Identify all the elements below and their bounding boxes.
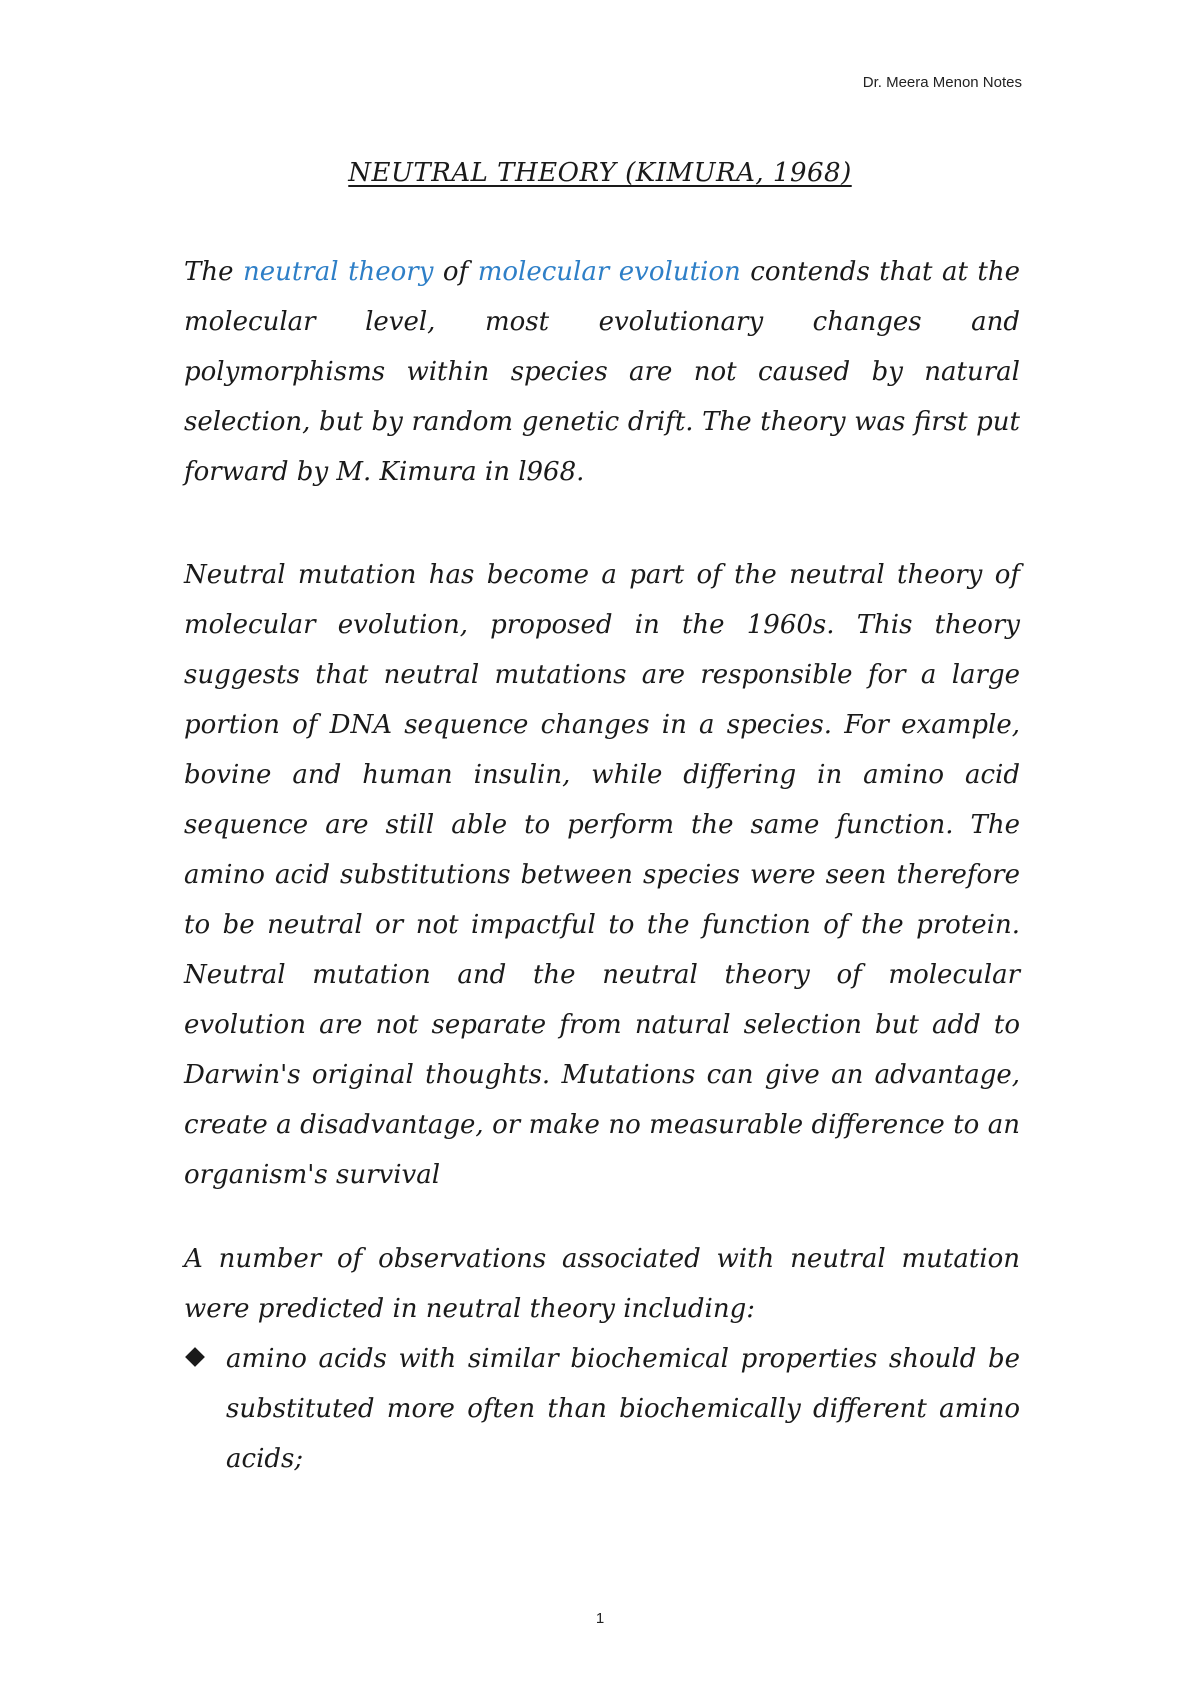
observations-list <box>184 1334 1020 1484</box>
paragraph-intro-rest: contends that at the molecular level, most evolutionary changes and polymorphisms within species are not caused by natural selection, but by random genetic drift. The theory was first put forward by M. Kimura in l968. <box>184 257 1020 487</box>
list-item <box>184 1334 1020 1484</box>
paragraph-intro-mid: of <box>433 257 478 287</box>
list-item-text: amino acids with similar biochemical properties should be substituted more often than biochemically different amino acids; <box>226 1344 1020 1474</box>
diamond-bullet-icon <box>185 1347 205 1367</box>
neutral-theory-link[interactable]: neutral theory <box>242 257 434 287</box>
paragraph-intro-lead: The <box>184 257 243 287</box>
header-note: Dr. Meera Menon Notes <box>862 74 1022 91</box>
page-number: 1 <box>595 1610 605 1627</box>
paragraph-neutral-mutation: Neutral mutation has become a part of the neutral theory of molecular evolution, proposed in the 1960s. This theory suggests that neutral mutations are responsible for a large portion of DNA sequence changes in a species. For example, bovine and human insulin, while differing in amino acid sequence are still able to perform the same function. The amino acid substitutions between species were seen therefore to be neutral or not impactful to the function of the protein. Neutral mutation and the neutral theory of molecular evolution are not separate from natural selection but add to Darwin's original thoughts. Mutations can give an advantage, create a disadvantage, or make no measurable difference to an organism's survival <box>184 560 1020 1190</box>
paragraph-intro <box>184 247 1020 497</box>
molecular-evolution-link[interactable]: molecular evolution <box>477 257 741 287</box>
page-title: NEUTRAL THEORY (KIMURA, 1968) <box>348 158 852 188</box>
paragraph-observations: A number of observations associated with neutral mutation were predicted in neutral theory including: <box>184 1244 1020 1324</box>
